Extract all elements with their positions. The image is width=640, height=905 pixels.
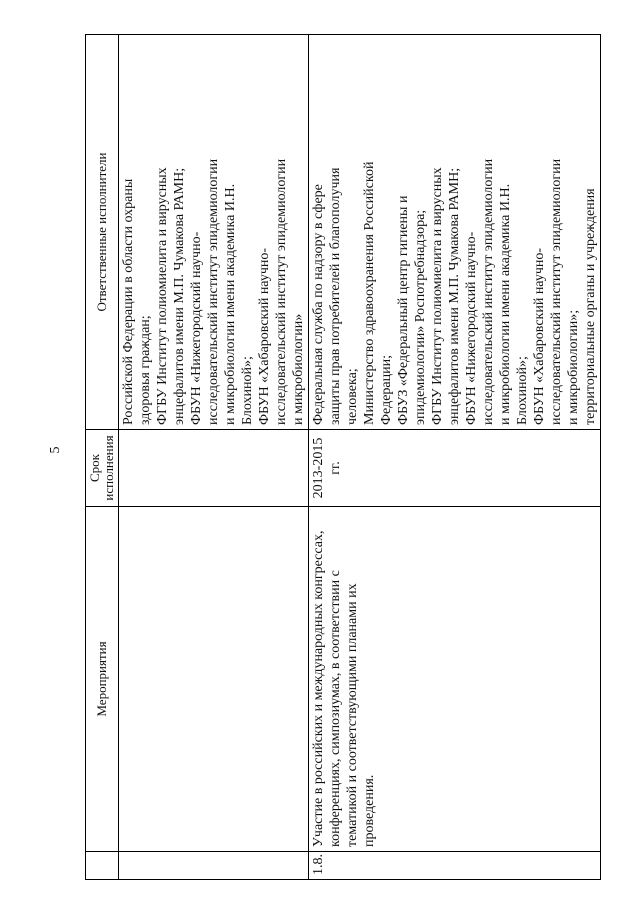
header-term: Срок исполнения bbox=[86, 430, 119, 507]
responsible-line: и микробиологии» bbox=[291, 313, 306, 425]
responsible-line: ФБУН «Хабаровский научно- bbox=[257, 247, 272, 425]
responsible-line: Федерации; bbox=[379, 354, 394, 425]
responsible-line: Блохиной»; bbox=[515, 356, 530, 425]
responsible-line: исследовательский институт эпидемиологии bbox=[274, 158, 289, 425]
row-responsible bbox=[309, 35, 601, 430]
responsible-line: энцефалитов имени М.П. Чумакова РАМН; bbox=[447, 167, 462, 425]
responsible-line: Министерство здравоохранения Российской bbox=[362, 161, 377, 425]
responsible-line: Федеральная служба по надзору в сфере bbox=[311, 184, 326, 425]
responsible-line: энцефалитов имени М.П. Чумакова РАМН; bbox=[172, 167, 187, 425]
row-activity: Участие в российских и международных конгрессах, конференциях, симпозиумах, в соответствии с тематикой и соответствующими планами их проведения. bbox=[309, 507, 601, 852]
row-responsible bbox=[119, 35, 309, 430]
responsible-line: ФБУН «Нижегородский научно- bbox=[189, 231, 204, 425]
responsible-line: территориальные органы и учреждения bbox=[583, 188, 598, 425]
responsible-line: и микробиологии»; bbox=[566, 309, 581, 425]
activities-table bbox=[85, 34, 601, 880]
responsible-line: и микробиологии имени академика И.Н. bbox=[223, 183, 238, 425]
header-responsible: Ответственные исполнители bbox=[86, 35, 119, 430]
row-term: 2013-2015 гг. bbox=[309, 430, 601, 507]
responsible-line: человека; bbox=[345, 368, 360, 425]
responsible-line: защиты прав потребителей и благополучия bbox=[328, 167, 343, 425]
responsible-line: исследовательский институт эпидемиологии bbox=[481, 158, 496, 425]
rotated-table-wrapper bbox=[85, 35, 598, 880]
responsible-line: ФБУН «Нижегородский научно- bbox=[464, 231, 479, 425]
table-row bbox=[309, 35, 601, 880]
responsible-line: эпидемиологии» Роспотребнадзора; bbox=[413, 209, 428, 425]
header-number bbox=[86, 852, 119, 880]
table-row bbox=[119, 35, 309, 880]
table-header-row bbox=[86, 35, 119, 880]
responsible-line: Блохиной»; bbox=[240, 356, 255, 425]
page-number: 5 bbox=[48, 446, 63, 454]
responsible-line: и микробиологии имени академика И.Н. bbox=[498, 183, 513, 425]
responsible-line: исследовательский институт эпидемиологии bbox=[549, 158, 564, 425]
row-activity bbox=[119, 507, 309, 852]
responsible-line: ФГБУ Институт полиомиелита и вирусных bbox=[155, 167, 170, 425]
responsible-line: исследовательский институт эпидемиологии bbox=[206, 158, 221, 425]
row-number: 1.8. bbox=[309, 852, 601, 880]
responsible-line: ФГБУ Институт полиомиелита и вирусных bbox=[430, 167, 445, 425]
row-number bbox=[119, 852, 309, 880]
responsible-line: здоровья граждан; bbox=[138, 315, 153, 425]
responsible-line: ФБУН «Хабаровский научно- bbox=[532, 247, 547, 425]
responsible-line: ФБУЗ «Федеральный центр гигиены и bbox=[396, 195, 411, 425]
responsible-line: Российской Федерации в области охраны bbox=[121, 178, 136, 425]
header-activity: Мероприятия bbox=[86, 507, 119, 852]
row-term bbox=[119, 430, 309, 507]
